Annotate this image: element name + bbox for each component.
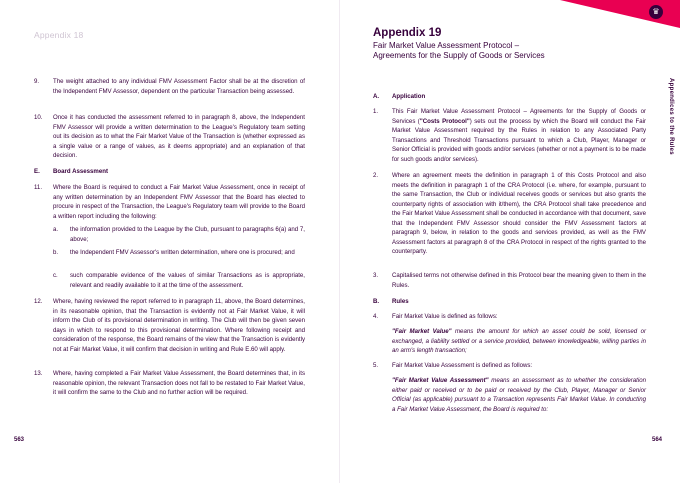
defined-term: "Fair Market Value" bbox=[392, 328, 452, 335]
para-number: 13. bbox=[34, 370, 43, 377]
sub-para-letter: b. bbox=[53, 249, 59, 256]
paragraph-1-text: This Fair Market Value Assessment Protocol – Agreements for the Supply of Goods or Services ( bbox=[392, 108, 646, 125]
section-letter: E. bbox=[34, 168, 40, 175]
para-number: 10. bbox=[34, 114, 43, 121]
page-title: Appendix 19 bbox=[373, 27, 442, 39]
definition-fmv-assessment bbox=[392, 376, 646, 414]
defined-term: "Fair Market Value Assessment" bbox=[392, 377, 489, 384]
paragraph-9: The weight attached to any individual FMV Assessment Factor shall be at the discretion of the Independent FMV Assessor, dependent on the particular Transaction being assessed. bbox=[53, 78, 305, 95]
para-number: 3. bbox=[373, 272, 379, 279]
page-subtitle bbox=[373, 41, 603, 61]
para-number: 11. bbox=[34, 184, 43, 191]
definition-text: means the amount for which an asset could be sold, licensed or exchanged, a liability settled or a service provided, between knowledgeable, willing parties in an arm's length transaction; bbox=[392, 328, 646, 354]
para-number: 4. bbox=[373, 313, 379, 320]
page-number-right: 564 bbox=[652, 437, 663, 443]
para-number: 1. bbox=[373, 108, 379, 115]
lion-logo-icon: ♛ bbox=[649, 5, 663, 19]
paragraph-11b: the Independent FMV Assessor's written determination, where one is procured; and bbox=[70, 249, 295, 256]
paragraph-1-text: ) sets out the process by which the Board will conduct the Fair Market Value Assessment required by the Rules in relation to any Associated Party Transactions and Threshold Transactions pursuant to which a Club, Player, Manager or Senior Official is provided with goods and/or services (whether or not a payment is to be made for such goods and/or services). bbox=[392, 117, 646, 163]
para-number: 2. bbox=[373, 172, 379, 179]
definition-text: means an assessment as to whether the consideration either paid or received or to be paid or received by the Club, Player, Manager or Senior Official (as applicable) pursuant to a Transaction represents Fair Market Value. In conducting a Fair Market Value Assessment, the Board is required to: bbox=[392, 377, 646, 413]
subtitle-line-1: Fair Market Value Assessment Protocol – bbox=[373, 41, 520, 50]
paragraph-11a: the information provided to the League by the Club, pursuant to paragraphs 6(a) and 7, above; bbox=[70, 226, 305, 243]
paragraph-2: Where an agreement meets the definition in paragraph 1 of this Costs Protocol and also meets the definition in paragraph 1 of the CRA Protocol (i.e. where, for example, pursuant to the same Transaction, the Club or individual receives goods or services but also grants the counterparty rights of association with it/them), the CRA Protocol shall take precedence and the Fair Market Value Assessment shall be conducted in accordance with that document, save that the Independent FMV Assessor should consider the FMV Assessment factors at paragraph 9, below, in relation to the goods and services provided, as well as the FMV Assessment factors at paragraph 8 of the CRA Protocol in respect of the rights granted to the counterparty. bbox=[392, 172, 646, 255]
paragraph-11: Where the Board is required to conduct a Fair Market Value Assessment, once in receipt of any written determination by an Independent FMV Assessor that the Board has elected to procure in respect of the Transaction, the League's Regulatory team will provide to the Board a written report including the following: bbox=[53, 184, 305, 220]
para-number: 12. bbox=[34, 298, 43, 305]
paragraph-1 bbox=[392, 107, 646, 164]
paragraph-13: Where, having completed a Fair Market Value Assessment, the Board determines that, in its reasonable opinion, the relevant Transaction does not fall to be restated to Fair Market Value, it will confirm the same to the Club and no further action will be required. bbox=[53, 370, 305, 396]
para-number: 5. bbox=[373, 362, 379, 369]
section-heading-rules: Rules bbox=[392, 298, 409, 305]
page-gutter bbox=[339, 0, 340, 483]
paragraph-12: Where, having reviewed the report referred to in paragraph 11, above, the Board determines, in its reasonable opinion, that the Transaction is evidently not at Fair Market Value, it will inform the Club of its provisional determination in writing. The Club will then be given seven days in which to respond to this provisional determination. Where following receipt and consideration of the response, the Board remains of the view that the Transaction is evidently not at Fair Market Value, it will confirm that decision in writing and Rule E.60 will apply. bbox=[53, 298, 305, 353]
paragraph-5: Fair Market Value Assessment is defined as follows: bbox=[392, 362, 533, 369]
definition-fair-market-value bbox=[392, 327, 646, 356]
paragraph-10: Once it has conducted the assessment referred to in paragraph 8, above, the Independent FMV Assessor will provide a written determination to the League's Regulatory team setting out its decision as to what the Fair Market Value of the Transaction is (whether expressed as a single value or a range of values, as it deems appropriate) and an explanation of that decision. bbox=[53, 114, 305, 159]
paragraph-3: Capitalised terms not otherwise defined in this Protocol bear the meaning given to them in the Rules. bbox=[392, 272, 646, 289]
page-number-left: 563 bbox=[14, 437, 25, 443]
paragraph-11c: such comparable evidence of the values of similar Transactions as is appropriate, relevant and readily available to it at the time of the assessment. bbox=[70, 272, 305, 289]
para-number: 9. bbox=[34, 78, 40, 85]
subtitle-line-2: Agreements for the Supply of Goods or Services bbox=[373, 51, 545, 60]
defined-term-costs-protocol: "Costs Protocol" bbox=[419, 117, 470, 125]
side-tab-label: Appendices to the Rules bbox=[668, 78, 674, 155]
section-heading-application: Application bbox=[392, 93, 426, 100]
section-letter: B. bbox=[373, 298, 380, 305]
sub-para-letter: c. bbox=[53, 272, 58, 279]
sub-para-letter: a. bbox=[53, 226, 59, 233]
left-running-title: Appendix 18 bbox=[34, 30, 84, 40]
section-letter: A. bbox=[373, 93, 380, 100]
section-heading-board-assessment: Board Assessment bbox=[53, 168, 108, 175]
paragraph-4: Fair Market Value is defined as follows: bbox=[392, 313, 498, 320]
